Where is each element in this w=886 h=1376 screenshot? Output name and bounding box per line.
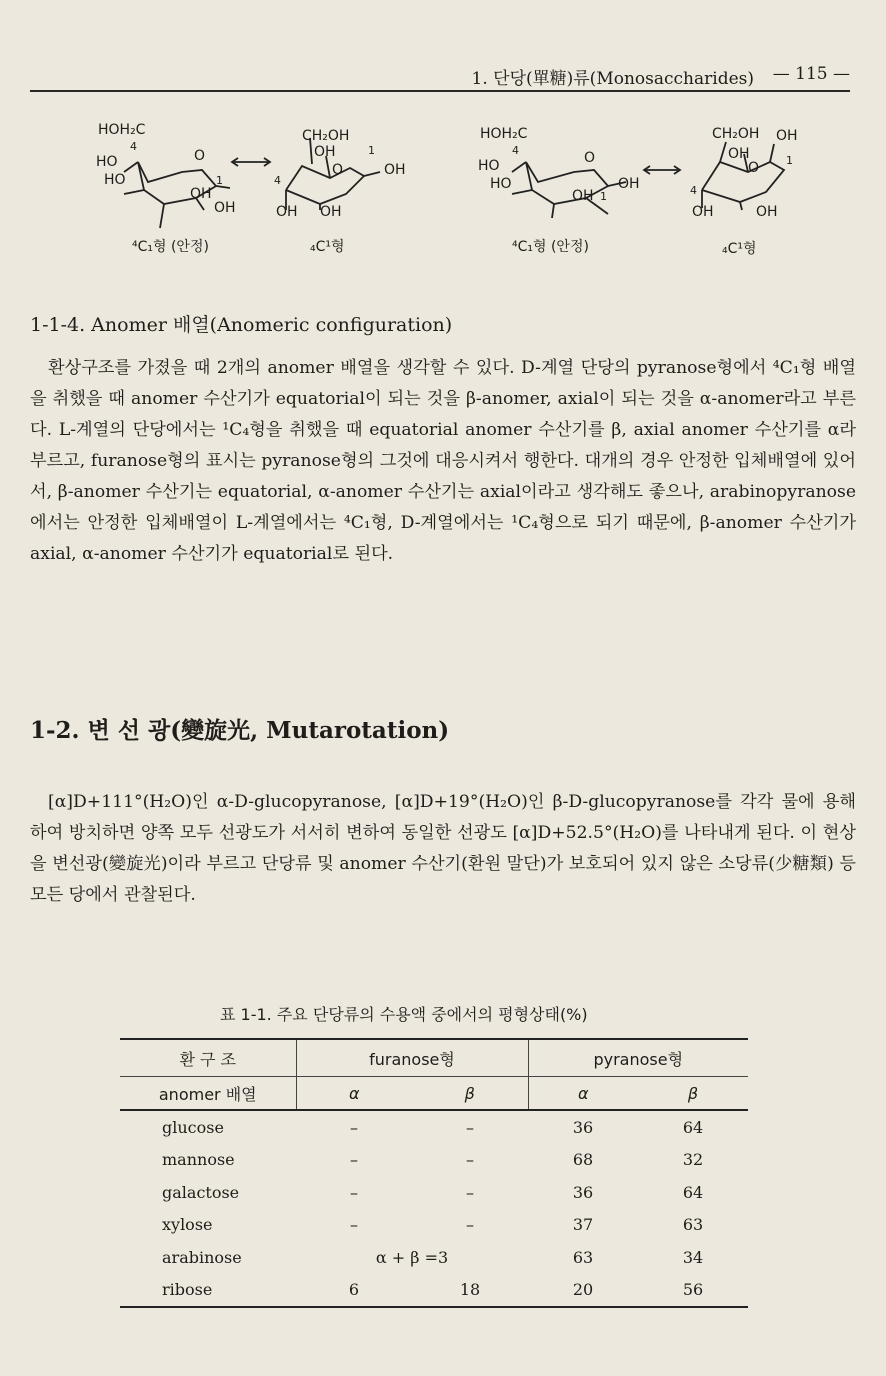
struct2-caption: ₄C¹형 — [310, 239, 345, 255]
struct4-caption: ₄C¹형 — [722, 241, 757, 257]
pyranose-alpha-value: 36 — [572, 1117, 594, 1137]
pyranose-beta-value: 63 — [682, 1215, 704, 1235]
table-row — [120, 1209, 748, 1242]
struct2-label-ch2oh: CH₂OH — [302, 128, 350, 144]
sugar-name: galactose — [162, 1182, 240, 1202]
furanose-beta-value: – — [466, 1215, 474, 1235]
header-anomer: anomer 배열 — [120, 1077, 296, 1111]
struct2-label-c1: 1 — [368, 144, 375, 157]
struct4-label-o: O — [748, 160, 760, 176]
running-header — [30, 62, 850, 92]
pyranose-beta-value: 56 — [638, 1274, 748, 1308]
struct3-label-c4: 4 — [512, 144, 519, 157]
chapter-title: 1. 단당(單糖)류(Monosaccharides) — [471, 69, 754, 89]
header-ring-structure: 환 구 조 — [120, 1039, 296, 1077]
struct3-label-ho-top: HO — [478, 158, 500, 174]
table-row — [120, 1274, 748, 1308]
pyranose-alpha-value: 36 — [572, 1182, 594, 1202]
table-row — [120, 1241, 748, 1274]
struct2-label-oh-bottom: OH — [320, 204, 342, 220]
page-number: — 115 — — [772, 64, 850, 84]
subsection-heading: 1-1-4. Anomer 배열(Anomeric configuration) — [30, 314, 453, 336]
sugar-name: xylose — [162, 1215, 213, 1235]
struct1-label-ho-top: HO — [96, 154, 118, 170]
table-row — [120, 1144, 748, 1177]
pyranose-beta-value: 34 — [682, 1247, 704, 1267]
sugar-name: arabinose — [162, 1247, 242, 1267]
header-furanose-beta: β — [412, 1077, 528, 1111]
struct1-label-o: O — [194, 148, 206, 164]
struct2-label-o: O — [332, 162, 344, 178]
table-row — [120, 1176, 748, 1209]
struct4-label-oh-left: OH — [692, 204, 714, 220]
struct2-label-c4: 4 — [274, 174, 281, 187]
header-pyranose: pyranose형 — [528, 1039, 748, 1077]
furanose-beta-value: – — [466, 1182, 474, 1202]
struct4-label-c1: 1 — [786, 154, 793, 167]
pyranose-beta-value: 64 — [682, 1117, 704, 1137]
header-pyranose-alpha: α — [528, 1077, 638, 1111]
furanose-alpha-value: – — [350, 1150, 358, 1170]
struct4-label-oh-topright: OH — [776, 128, 798, 144]
table-caption: 표 1-1. 주요 단당류의 수용액 중에서의 평형상태(%) — [220, 1005, 588, 1024]
struct4-label-c4: 4 — [690, 184, 697, 197]
struct1-label-ho-bottom: HO — [104, 172, 126, 188]
struct1-label-c1: 1 — [216, 174, 223, 187]
struct1-label-oh-bottom: OH — [214, 200, 236, 216]
header-furanose-alpha: α — [296, 1077, 412, 1111]
struct1-label-oh-right: OH — [190, 186, 212, 202]
header-pyranose-beta: β — [638, 1077, 748, 1111]
struct3-label-ho-bottom: HO — [490, 176, 512, 192]
pyranose-beta-value: 64 — [682, 1182, 704, 1202]
struct4-label-oh-top: OH — [728, 146, 750, 162]
equilibrium-table — [120, 1038, 748, 1308]
struct2-label-oh-right: OH — [384, 162, 406, 178]
struct3-caption: ⁴C₁형 (안정) — [512, 239, 589, 255]
paragraph-anomer — [30, 353, 856, 570]
struct4-label-ch2oh: CH₂OH — [712, 126, 760, 142]
furanose-alpha-value: 6 — [296, 1274, 412, 1308]
furanose-alpha-value: – — [350, 1117, 358, 1137]
anomer-structures-figure — [80, 118, 840, 276]
struct3-label-oh-right: OH — [618, 176, 640, 192]
struct1-label-c4: 4 — [130, 140, 137, 153]
paragraph-mutarotation-text: [α]D+111°(H₂O)인 α-D-glucopyranose, [α]D+19°(H₂O)인 β-D-glucopyranose를 각각 물에 용해하여 방치하면 양쪽 모두 선광도가 서서히 변하여 동일한 선광도 [α]D+52.5°(H₂O)를 나타내게 된다. 이 현상을 변선광(變旋光)이라 부르고 단당류 및 anomer 수산기(환원 말단)가 보호되어 있지 않은 소당류(少糖類) 등 모든 당에서 관찰된다. — [30, 792, 856, 905]
furanose-beta-value: – — [466, 1117, 474, 1137]
sugar-name: mannose — [162, 1150, 235, 1170]
pyranose-alpha-value: 20 — [528, 1274, 638, 1308]
struct3-label-o: O — [584, 150, 596, 166]
furanose-beta-value: 18 — [412, 1274, 528, 1308]
pyranose-alpha-value: 68 — [572, 1150, 594, 1170]
furanose-combined-value: α + β =3 — [375, 1247, 449, 1267]
furanose-alpha-value: – — [350, 1215, 358, 1235]
furanose-beta-value: – — [466, 1150, 474, 1170]
paragraph-anomer-text: 환상구조를 가졌을 때 2개의 anomer 배열을 생각할 수 있다. D-계열 단당의 pyranose형에서 ⁴C₁형 배열을 취했을 때 anomer 수산기가 equatorial이 되는 것을 β-anomer, axial이 되는 것을 α-anomer라고 부른다. L-계열의 단당에서는 ¹C₄형을 취했을 때 equatorial anomer 수산기를 β, axial anomer 수산기를 α라 부르고, furanose형의 표시는 pyranose형의 그것에 대응시켜서 행한다. 대개의 경우 안정한 입체배열에 있어서, β-anomer 수산기는 equatorial, α-anomer 수산기는 axial이라고 생각해도 좋으나, arabinopyranose에서는 안정한 입체배열이 L-계열에서는 ⁴C₁형, D-계열에서는 ¹C₄형으로 되기 때문에, β-anomer 수산기가 axial, α-anomer 수산기가 equatorial로 된다. — [30, 358, 856, 564]
sugar-name: glucose — [162, 1117, 224, 1137]
pyranose-alpha-value: 63 — [572, 1247, 594, 1267]
table-row — [120, 1110, 748, 1144]
struct1-caption: ⁴C₁형 (안정) — [132, 239, 209, 255]
pyranose-alpha-value: 37 — [572, 1215, 594, 1235]
paragraph-mutarotation — [30, 787, 856, 911]
struct3-label-oh-bottom: OH — [572, 188, 594, 204]
struct3-label-hoh2c: HOH₂C — [480, 126, 528, 142]
struct2-label-oh-top: OH — [314, 144, 336, 160]
pyranose-beta-value: 32 — [682, 1150, 704, 1170]
sugar-name: ribose — [120, 1274, 296, 1308]
furanose-alpha-value: – — [350, 1182, 358, 1202]
struct3-label-c1: 1 — [600, 190, 607, 203]
struct1-label-hoh2c: HOH₂C — [98, 122, 146, 138]
header-furanose: furanose형 — [296, 1039, 528, 1077]
struct2-label-oh-left: OH — [276, 204, 298, 220]
section-heading: 1-2. 변 선 광(變旋光, Mutarotation) — [30, 717, 450, 744]
struct4-label-oh-bottom: OH — [756, 204, 778, 220]
